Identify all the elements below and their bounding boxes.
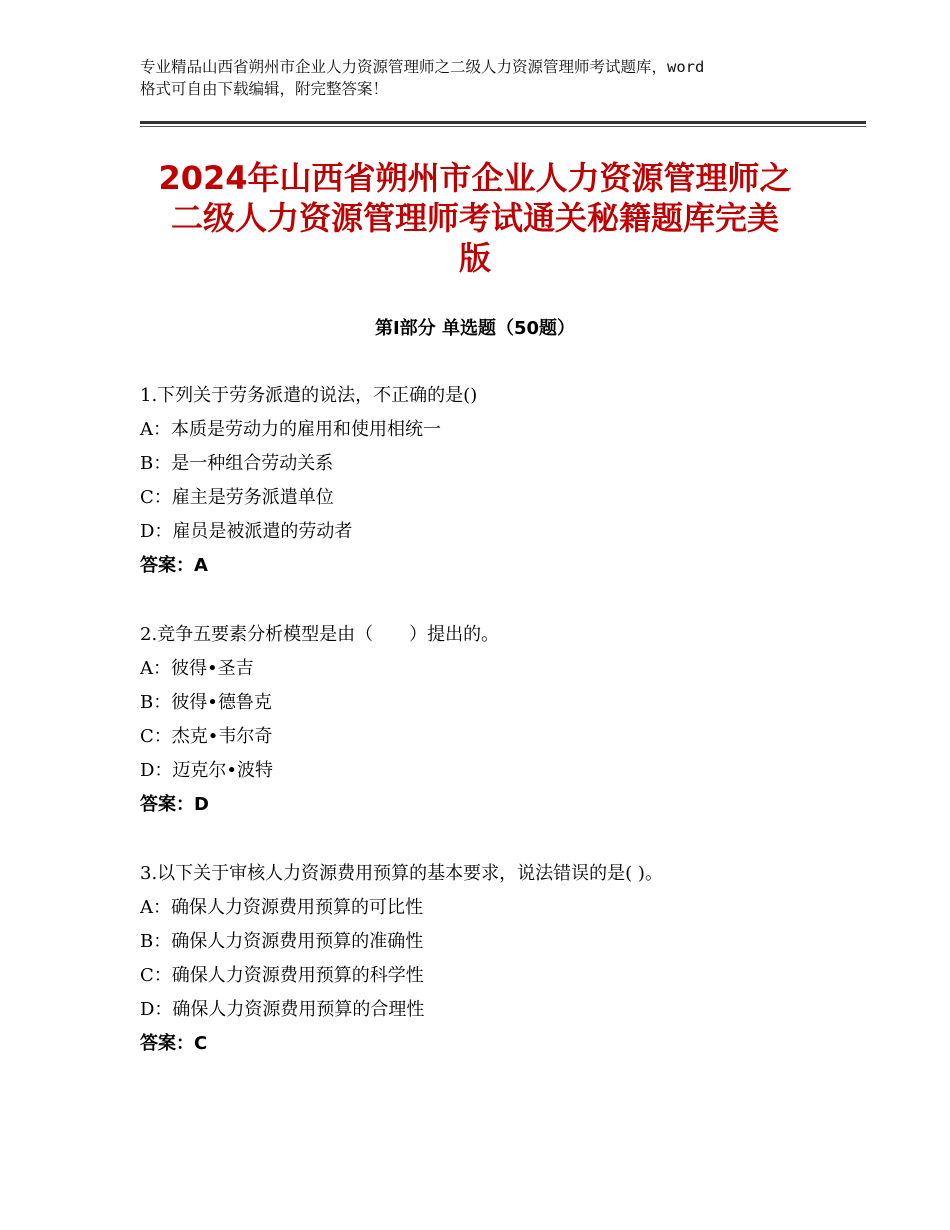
option-d: D：迈克尔•波特	[140, 760, 274, 781]
header-note-line-2: 格式可自由下载编辑，附完整答案！	[140, 80, 389, 98]
title-line-3: 版	[458, 239, 491, 277]
header-divider-thick	[140, 121, 866, 124]
option-b: B：确保人力资源费用预算的准确性	[140, 931, 424, 952]
document-title	[100, 158, 850, 278]
question-2	[140, 618, 860, 822]
option-c: C：杰克•韦尔奇	[140, 726, 273, 747]
title-line-1: 2024年山西省朔州市企业人力资源管理师之	[158, 159, 792, 197]
header-note	[140, 56, 830, 100]
answer: 答案：C	[140, 1033, 208, 1054]
question-stem: 1.下列关于劳务派遣的说法，不正确的是()	[140, 385, 478, 406]
header-divider-thin	[140, 126, 866, 127]
option-c: C：雇主是劳务派遣单位	[140, 487, 334, 508]
question-1	[140, 379, 860, 583]
question-stem: 3.以下关于审核人力资源费用预算的基本要求，说法错误的是( )。	[140, 863, 663, 884]
option-b: B：彼得•德鲁克	[140, 692, 272, 713]
question-stem: 2.竞争五要素分析模型是由（ ）提出的。	[140, 624, 500, 645]
option-a: A：本质是劳动力的雇用和使用相统一	[140, 419, 441, 440]
option-d: D：确保人力资源费用预算的合理性	[140, 999, 425, 1020]
option-b: B：是一种组合劳动关系	[140, 453, 334, 474]
section-title: 第Ⅰ部分 单选题（50题）	[374, 318, 575, 339]
answer: 答案：A	[140, 555, 208, 576]
option-a: A：彼得•圣吉	[140, 658, 254, 679]
option-d: D：雇员是被派遣的劳动者	[140, 521, 353, 542]
header-note-line-1: 专业精品山西省朔州市企业人力资源管理师之二级人力资源管理师考试题库，word	[140, 58, 705, 76]
option-c: C：确保人力资源费用预算的科学性	[140, 965, 424, 986]
question-3	[140, 857, 860, 1061]
option-a: A：确保人力资源费用预算的可比性	[140, 897, 423, 918]
answer: 答案：D	[140, 794, 209, 815]
title-line-2: 二级人力资源管理师考试通关秘籍题库完美	[170, 199, 779, 237]
